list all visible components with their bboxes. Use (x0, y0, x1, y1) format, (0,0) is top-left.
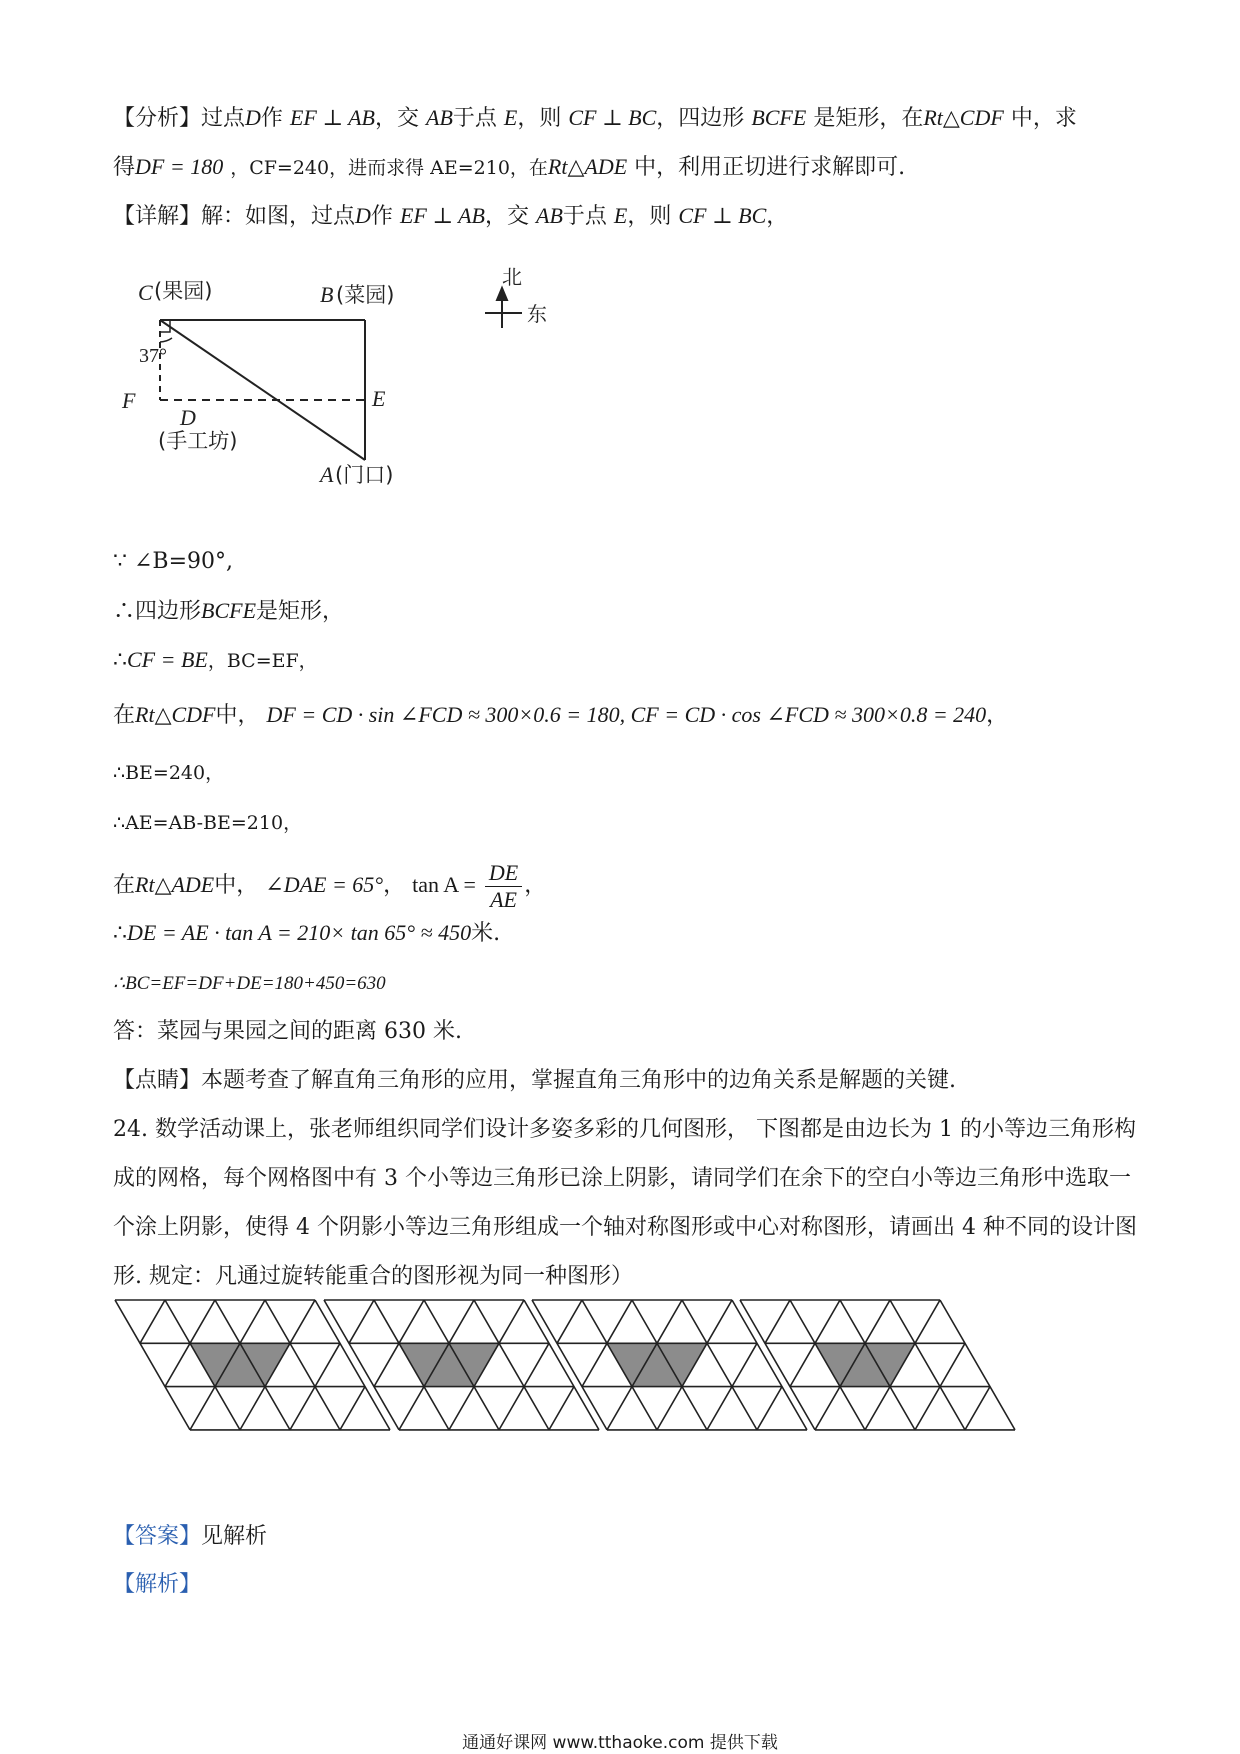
grid-diagonal-line (815, 1300, 840, 1343)
grid-diagonal-line (399, 1387, 424, 1430)
label-north: 北 (502, 265, 522, 289)
grid-diagonal-line (707, 1387, 732, 1430)
label-angle: 37° (139, 345, 167, 367)
grid-slant-line (115, 1300, 190, 1430)
grid-diagonal-line (240, 1300, 265, 1343)
grid-diagonal-line (915, 1387, 940, 1430)
triangle-grid-4 (738, 1298, 978, 1438)
q24-line-2: 成的网格，每个网格图中有 3 个小等边三角形已涂上阴影，请同学们在余下的空白小等边三角形中选取一 (113, 1166, 1131, 1191)
angle-arc (160, 338, 172, 342)
q24-line-1: 24. 数学活动课上，张老师组织同学们设计多姿多彩的几何图形， 下图都是由边长为 1 的小等边三角形构 (113, 1117, 1136, 1142)
grid-diagonal-line (499, 1387, 524, 1430)
geometry-figure (122, 265, 570, 500)
grid-diagonal-line (449, 1300, 474, 1343)
comment-label: 【点睛】 (113, 1068, 202, 1093)
grid-diagonal-line (290, 1387, 315, 1430)
label-c-desc: (果园) (154, 279, 213, 303)
grid-diagonal-line (240, 1387, 265, 1430)
grid-diagonal-line (965, 1387, 990, 1430)
triangle-grid-1 (113, 1298, 353, 1438)
step-2: ∴四边形BCFE是矩形， (113, 598, 345, 624)
grid-diagonal-line (165, 1343, 190, 1386)
q24-line-4: 形. 规定：凡通过旋转能重合的图形视为同一种图形） (113, 1264, 633, 1289)
grid-slant-line (532, 1300, 607, 1430)
analysis-label: 【分析】 (113, 106, 202, 131)
grid-diagonal-line (707, 1300, 732, 1343)
page-footer: 通通好课网 www.tthaoke.com 提供下载 (462, 1733, 778, 1753)
grid-slant-line (940, 1300, 1015, 1430)
grid-diagonal-line (607, 1300, 632, 1343)
analysis-line-2: 得DF = 180 ，CF=240，进而求得 AE=210，在Rt△ADE 中，利用正切进行求解即可. (113, 154, 906, 180)
grid-diagonal-line (940, 1343, 965, 1386)
grid-diagonal-line (582, 1343, 607, 1386)
grid-diagonal-line (915, 1300, 940, 1343)
grid-slant-line (324, 1300, 399, 1430)
grid-diagonal-line (499, 1300, 524, 1343)
shaded-triangles (399, 1343, 499, 1386)
grid-diagonal-line (607, 1387, 632, 1430)
grid-diagonal-line (765, 1300, 790, 1343)
triangle-grid-2 (322, 1298, 562, 1438)
triangle-grid-3 (530, 1298, 770, 1438)
shaded-triangles (815, 1343, 915, 1386)
label-a: A (320, 462, 334, 487)
label-c: C (138, 280, 153, 305)
label-east: 东 (527, 302, 547, 326)
grid-diagonal-line (190, 1300, 215, 1343)
step-3: ∴CF = BE，BC=EF， (113, 647, 318, 673)
grid-diagonal-line (290, 1300, 315, 1343)
grid-diagonal-line (449, 1387, 474, 1430)
label-b-desc: (菜园) (336, 283, 395, 307)
label-e: E (372, 386, 386, 411)
label-a-desc: (门口) (335, 463, 394, 487)
grid-diagonal-line (190, 1387, 215, 1430)
compass-arrow-icon (497, 288, 507, 300)
step-6: ∴AE=AB-BE=210， (113, 812, 303, 834)
step-7: 在Rt△ADE中， ∠DAE = 65°， tan A = $\frac{DE}{AE}$ ， (113, 859, 547, 912)
grid-diagonal-line (815, 1387, 840, 1430)
step-10: 答：菜园与果园之间的距离 630 米. (113, 1019, 462, 1044)
q24-line-3: 个涂上阴影，使得 4 个阴影小等边三角形组成一个轴对称图形或中心对称图形，请画出 4 种不同的设计图 (113, 1215, 1137, 1240)
comment-line: 【点睛】本题考查了解直角三角形的应用，掌握直角三角形中的边角关系是解题的关键. (113, 1068, 957, 1093)
detail-label: 【详解】 (113, 204, 202, 229)
step-5: ∴BE=240， (113, 762, 225, 784)
grid-diagonal-line (399, 1300, 424, 1343)
grid-slant-line (740, 1300, 815, 1430)
shaded-triangles (607, 1343, 707, 1386)
step-9: ∴BC=EF=DF+DE=180+450=630 (113, 973, 386, 994)
answer-line: 【答案】见解析 (113, 1524, 268, 1549)
label-d-desc: (手工坊) (158, 429, 238, 453)
answer-label: 【答案】 (113, 1524, 202, 1549)
solution-label: 【解析】 (113, 1572, 202, 1597)
detail-line: 【详解】解：如图，过点D作 EF ⊥ AB，交 AB于点 E，则 CF ⊥ BC， (113, 203, 789, 229)
step-1: ∵ ∠B=90°, (113, 549, 234, 574)
fraction-de-ae: $\frac{DE}{AE}$ (485, 860, 522, 913)
grid-diagonal-line (374, 1343, 399, 1386)
shaded-triangles (190, 1343, 290, 1386)
label-d: D (180, 405, 196, 430)
label-b: B (320, 282, 334, 307)
grid-diagonal-line (865, 1387, 890, 1430)
grid-diagonal-line (657, 1387, 682, 1430)
grid-diagonal-line (140, 1300, 165, 1343)
grid-diagonal-line (349, 1300, 374, 1343)
grid-diagonal-line (865, 1300, 890, 1343)
label-f: F (122, 388, 136, 413)
analysis-line-1: 【分析】过点D作 EF ⊥ AB，交 AB于点 E，则 CF ⊥ BC，四边形 BCFE 是矩形，在Rt△CDF 中，求 (113, 105, 1077, 131)
grid-diagonal-line (657, 1300, 682, 1343)
grid-diagonal-line (790, 1343, 815, 1386)
step-8: ∴DE = AE · tan A = 210× tan 65° ≈ 450米. (113, 920, 501, 946)
grid-diagonal-line (557, 1300, 582, 1343)
step-4: 在Rt△CDF中， DF = CD · sin ∠FCD ≈ 300×0.6 = 180, CF = CD · cos ∠FCD ≈ 300×0.8 = 240， (113, 702, 1009, 728)
solution-line (113, 1570, 201, 1600)
